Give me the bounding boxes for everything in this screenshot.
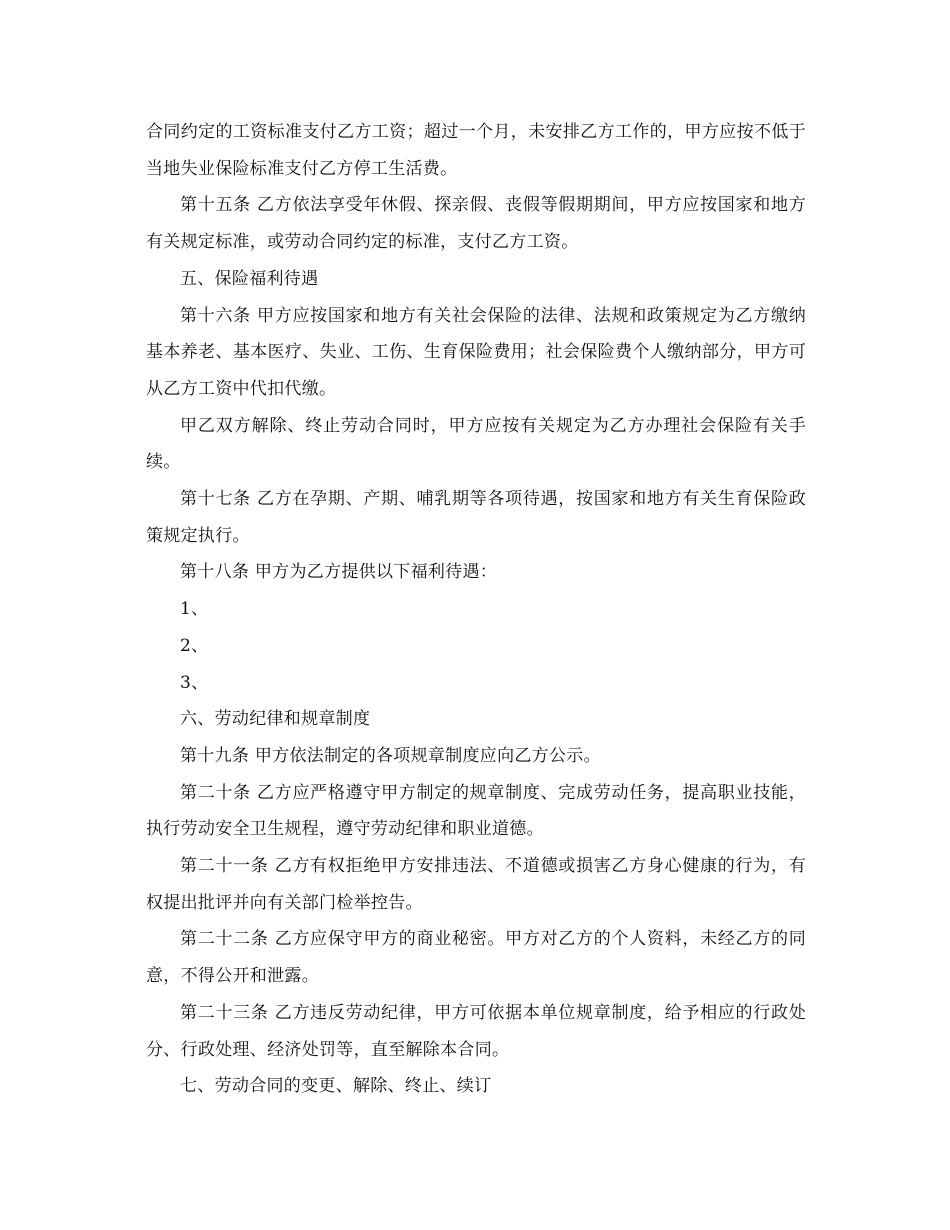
article-20: 第二十条 乙方应严格遵守甲方制定的规章制度、完成劳动任务，提高职业技能，执行劳动安全卫生规程，遵守劳动纪律和职业道德。 — [146, 782, 806, 840]
list-item-2: 2、 — [180, 635, 209, 656]
paragraph-termination-insurance: 甲乙双方解除、终止劳动合同时，甲方应按有关规定为乙方办理社会保险有关手续。 — [146, 415, 806, 473]
list-item-1: 1、 — [180, 599, 209, 620]
article-22: 第二十二条 乙方应保守甲方的商业秘密。甲方对乙方的个人资料，未经乙方的同意，不得公开和泄露。 — [146, 929, 806, 987]
article-17: 第十七条 乙方在孕期、产期、哺乳期等各项待遇，按国家和地方有关生育保险政策规定执行。 — [146, 489, 806, 546]
paragraph-wage-continuation: 合同约定的工资标准支付乙方工资；超过一个月，未安排乙方工作的，甲方应按不低于当地失业保险标准支付乙方停工生活费。 — [146, 122, 806, 179]
section-heading-contract-change: 七、劳动合同的变更、解除、终止、续订 — [180, 1076, 492, 1097]
document-body — [146, 114, 806, 1105]
list-item-3: 3、 — [180, 672, 209, 693]
section-heading-insurance: 五、保险福利待遇 — [180, 268, 319, 289]
article-21: 第二十一条 乙方有权拒绝甲方安排违法、不道德或损害乙方身心健康的行为，有权提出批评并向有关部门检举控告。 — [146, 856, 806, 913]
article-15: 第十五条 乙方依法享受年休假、探亲假、丧假等假期期间，甲方应按国家和地方有关规定标准，或劳动合同约定的标准，支付乙方工资。 — [146, 195, 806, 253]
section-heading-discipline: 六、劳动纪律和规章制度 — [180, 709, 371, 730]
article-18: 第十八条 甲方为乙方提供以下福利待遇： — [180, 562, 498, 583]
article-16: 第十六条 甲方应按国家和地方有关社会保险的法律、法规和政策规定为乙方缴纳基本养老、基本医疗、失业、工伤、生育保险费用；社会保险费个人缴纳部分，甲方可从乙方工资中代扣代缴。 — [146, 305, 806, 399]
article-19: 第十九条 甲方依法制定的各项规章制度应向乙方公示。 — [180, 745, 601, 766]
article-23: 第二十三条 乙方违反劳动纪律，甲方可依据本单位规章制度，给予相应的行政处分、行政处理、经济处罚等，直至解除本合同。 — [146, 1002, 806, 1060]
